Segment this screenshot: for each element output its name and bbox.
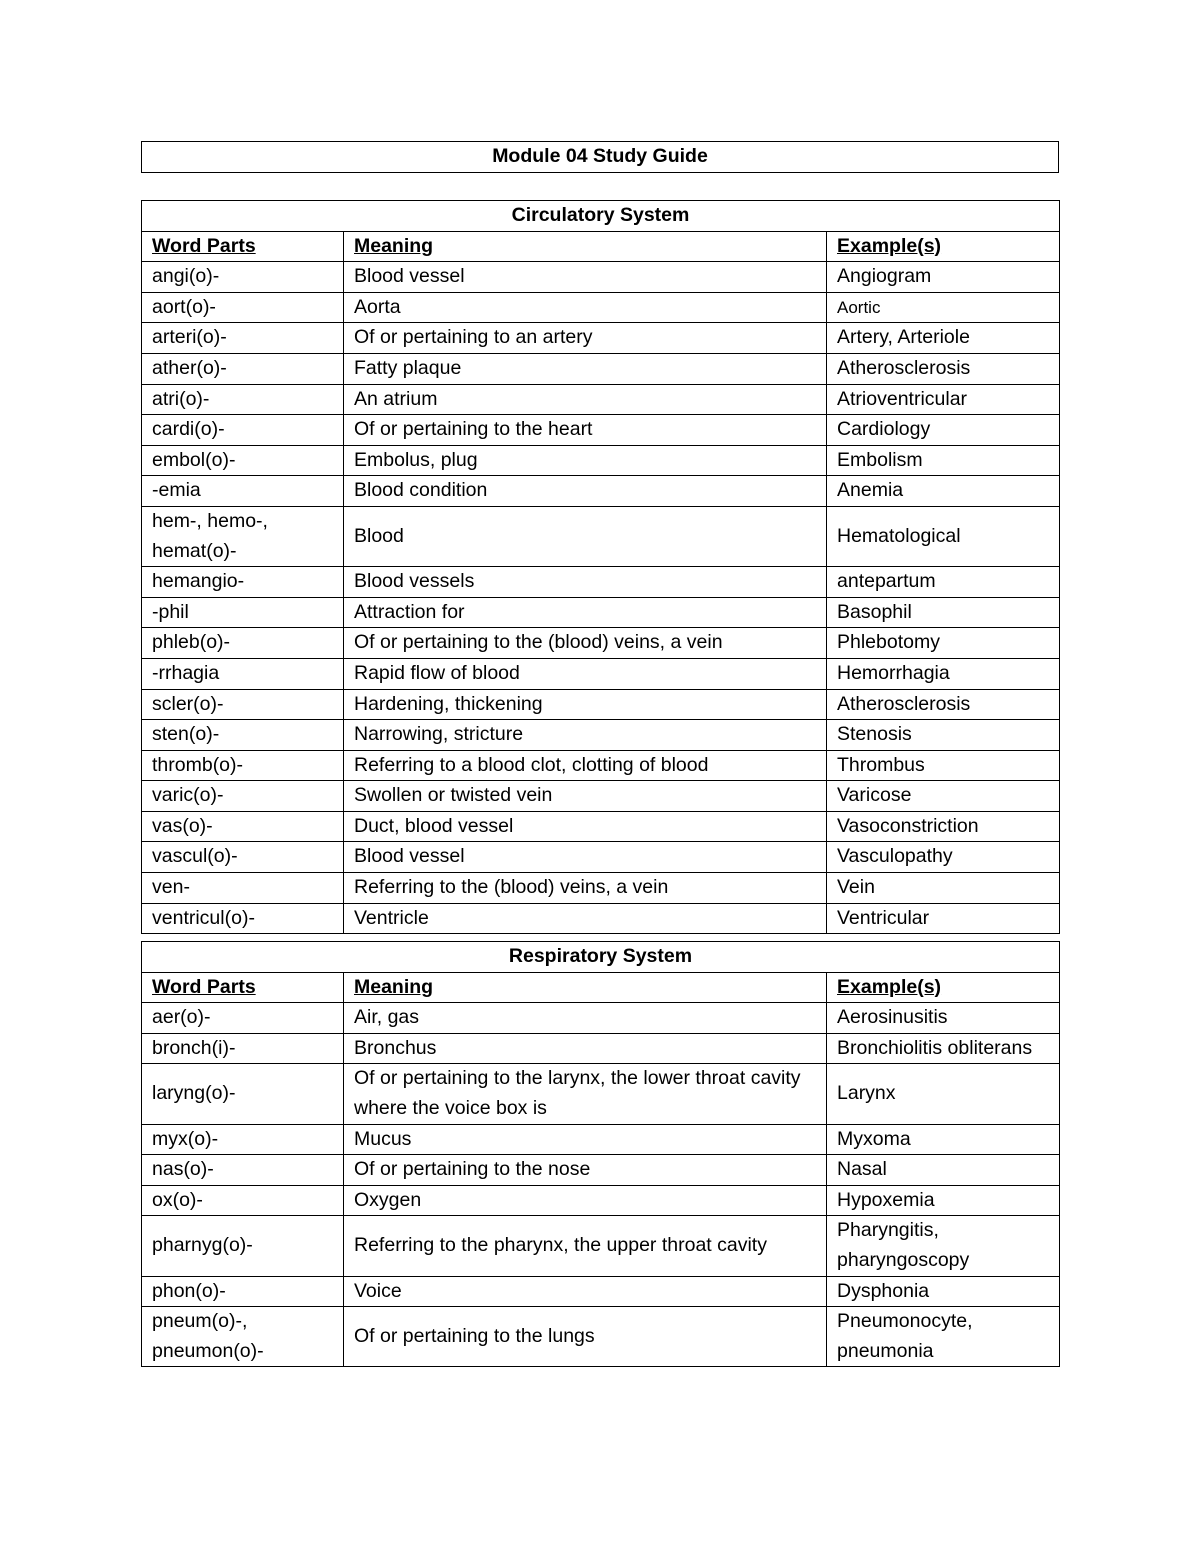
table-row [142, 1155, 1060, 1186]
example-cell: Anemia [827, 476, 1060, 507]
meaning-cell: Blood vessel [344, 842, 827, 873]
meaning-cell: Blood vessels [344, 567, 827, 598]
meaning-cell: Narrowing, stricture [344, 720, 827, 751]
meaning-cell: Attraction for [344, 597, 827, 628]
example-cell: Aerosinusitis [827, 1003, 1060, 1034]
meaning-cell: An atrium [344, 384, 827, 415]
word-part-cell: phleb(o)- [142, 628, 344, 659]
example-cell: Basophil [827, 597, 1060, 628]
word-part-cell: thromb(o)- [142, 750, 344, 781]
word-part-cell: aer(o)- [142, 1003, 344, 1034]
word-part-cell: ven- [142, 873, 344, 904]
example-cell: Aortic [827, 292, 1060, 323]
table-row [142, 1003, 1060, 1034]
word-part-cell: vas(o)- [142, 811, 344, 842]
table-row [142, 476, 1060, 507]
example-cell: Atrioventricular [827, 384, 1060, 415]
table-row [142, 445, 1060, 476]
word-part-cell: embol(o)- [142, 445, 344, 476]
example-cell: Bronchiolitis obliterans [827, 1033, 1060, 1064]
meaning-cell: Voice [344, 1276, 827, 1307]
word-part-cell: hemangio- [142, 567, 344, 598]
table-row [142, 415, 1060, 446]
word-part-cell: hem-, hemo-, hemat(o)- [142, 506, 344, 566]
meaning-cell: Hardening, thickening [344, 689, 827, 720]
circulatory-table-title: Circulatory System [142, 201, 1060, 232]
example-cell: Cardiology [827, 415, 1060, 446]
table-row [142, 1276, 1060, 1307]
example-cell: Angiogram [827, 262, 1060, 293]
example-cell: Hypoxemia [827, 1185, 1060, 1216]
word-part-cell: sten(o)- [142, 720, 344, 751]
column-header-meaning: Meaning [344, 972, 827, 1003]
meaning-cell: Embolus, plug [344, 445, 827, 476]
respiratory-table-body [142, 942, 1060, 1367]
word-part-cell: -rrhagia [142, 658, 344, 689]
meaning-cell: Aorta [344, 292, 827, 323]
example-cell: Stenosis [827, 720, 1060, 751]
page-title-box [141, 141, 1059, 173]
meaning-cell: Fatty plaque [344, 353, 827, 384]
example-cell: Pneumonocyte, pneumonia [827, 1307, 1060, 1367]
example-cell: Pharyngitis, pharyngoscopy [827, 1216, 1060, 1276]
word-part-cell: pharnyg(o)- [142, 1216, 344, 1276]
meaning-cell: Duct, blood vessel [344, 811, 827, 842]
example-cell: Ventricular [827, 903, 1060, 934]
meaning-cell: Oxygen [344, 1185, 827, 1216]
word-part-cell: angi(o)- [142, 262, 344, 293]
table-row [142, 689, 1060, 720]
word-part-cell: pneum(o)-, pneumon(o)- [142, 1307, 344, 1367]
meaning-cell: Mucus [344, 1124, 827, 1155]
meaning-cell: Ventricle [344, 903, 827, 934]
table-row [142, 873, 1060, 904]
column-header-meaning: Meaning [344, 231, 827, 262]
example-cell: Thrombus [827, 750, 1060, 781]
table-row [142, 1216, 1060, 1276]
table-row [142, 811, 1060, 842]
word-part-cell: -phil [142, 597, 344, 628]
meaning-cell: Referring to the pharynx, the upper throat cavity [344, 1216, 827, 1276]
meaning-cell: Of or pertaining to the lungs [344, 1307, 827, 1367]
circulatory-table-body [142, 201, 1060, 934]
table-row [142, 1185, 1060, 1216]
example-cell: Phlebotomy [827, 628, 1060, 659]
word-part-cell: laryng(o)- [142, 1064, 344, 1124]
word-part-cell: vascul(o)- [142, 842, 344, 873]
word-part-cell: myx(o)- [142, 1124, 344, 1155]
table-row [142, 658, 1060, 689]
column-header-word-parts: Word Parts [142, 231, 344, 262]
word-part-cell: ather(o)- [142, 353, 344, 384]
respiratory-table-title: Respiratory System [142, 942, 1060, 973]
example-cell: Vasoconstriction [827, 811, 1060, 842]
word-part-cell: phon(o)- [142, 1276, 344, 1307]
example-cell: Vein [827, 873, 1060, 904]
word-part-cell: nas(o)- [142, 1155, 344, 1186]
word-part-cell: varic(o)- [142, 781, 344, 812]
table-row [142, 1033, 1060, 1064]
page-title: Module 04 Study Guide [142, 142, 1059, 173]
table-row [142, 384, 1060, 415]
table-row [142, 750, 1060, 781]
table-row [142, 353, 1060, 384]
meaning-cell: Of or pertaining to an artery [344, 323, 827, 354]
word-part-cell: atri(o)- [142, 384, 344, 415]
word-part-cell: bronch(i)- [142, 1033, 344, 1064]
meaning-cell: Swollen or twisted vein [344, 781, 827, 812]
example-cell: Atherosclerosis [827, 689, 1060, 720]
word-part-cell: ventricul(o)- [142, 903, 344, 934]
meaning-cell: Of or pertaining to the larynx, the lower throat cavity where the voice box is [344, 1064, 827, 1124]
table-row [142, 323, 1060, 354]
example-cell: Varicose [827, 781, 1060, 812]
example-cell: antepartum [827, 567, 1060, 598]
example-cell: Hemorrhagia [827, 658, 1060, 689]
meaning-cell: Referring to the (blood) veins, a vein [344, 873, 827, 904]
table-row [142, 262, 1060, 293]
table-row [142, 506, 1060, 566]
circulatory-table [141, 200, 1060, 934]
meaning-cell: Rapid flow of blood [344, 658, 827, 689]
meaning-cell: Referring to a blood clot, clotting of blood [344, 750, 827, 781]
word-part-cell: cardi(o)- [142, 415, 344, 446]
column-header-examples: Example(s) [827, 972, 1060, 1003]
meaning-cell: Blood condition [344, 476, 827, 507]
example-cell: Atherosclerosis [827, 353, 1060, 384]
meaning-cell: Of or pertaining to the heart [344, 415, 827, 446]
example-cell: Hematological [827, 506, 1060, 566]
word-part-cell: aort(o)- [142, 292, 344, 323]
table-row [142, 567, 1060, 598]
meaning-cell: Of or pertaining to the (blood) veins, a vein [344, 628, 827, 659]
meaning-cell: Air, gas [344, 1003, 827, 1034]
meaning-cell: Blood [344, 506, 827, 566]
column-header-examples: Example(s) [827, 231, 1060, 262]
table-row [142, 720, 1060, 751]
table-row [142, 842, 1060, 873]
column-header-word-parts: Word Parts [142, 972, 344, 1003]
word-part-cell: scler(o)- [142, 689, 344, 720]
table-row [142, 1307, 1060, 1367]
table-row [142, 628, 1060, 659]
example-cell: Artery, Arteriole [827, 323, 1060, 354]
example-cell: Larynx [827, 1064, 1060, 1124]
table-row [142, 781, 1060, 812]
example-cell: Nasal [827, 1155, 1060, 1186]
example-cell: Myxoma [827, 1124, 1060, 1155]
word-part-cell: ox(o)- [142, 1185, 344, 1216]
table-row [142, 1064, 1060, 1124]
table-row [142, 903, 1060, 934]
example-cell: Vasculopathy [827, 842, 1060, 873]
word-part-cell: arteri(o)- [142, 323, 344, 354]
respiratory-table [141, 941, 1060, 1367]
example-cell: Embolism [827, 445, 1060, 476]
table-row [142, 292, 1060, 323]
table-row [142, 597, 1060, 628]
meaning-cell: Of or pertaining to the nose [344, 1155, 827, 1186]
word-part-cell: -emia [142, 476, 344, 507]
example-cell: Dysphonia [827, 1276, 1060, 1307]
meaning-cell: Blood vessel [344, 262, 827, 293]
meaning-cell: Bronchus [344, 1033, 827, 1064]
table-row [142, 1124, 1060, 1155]
